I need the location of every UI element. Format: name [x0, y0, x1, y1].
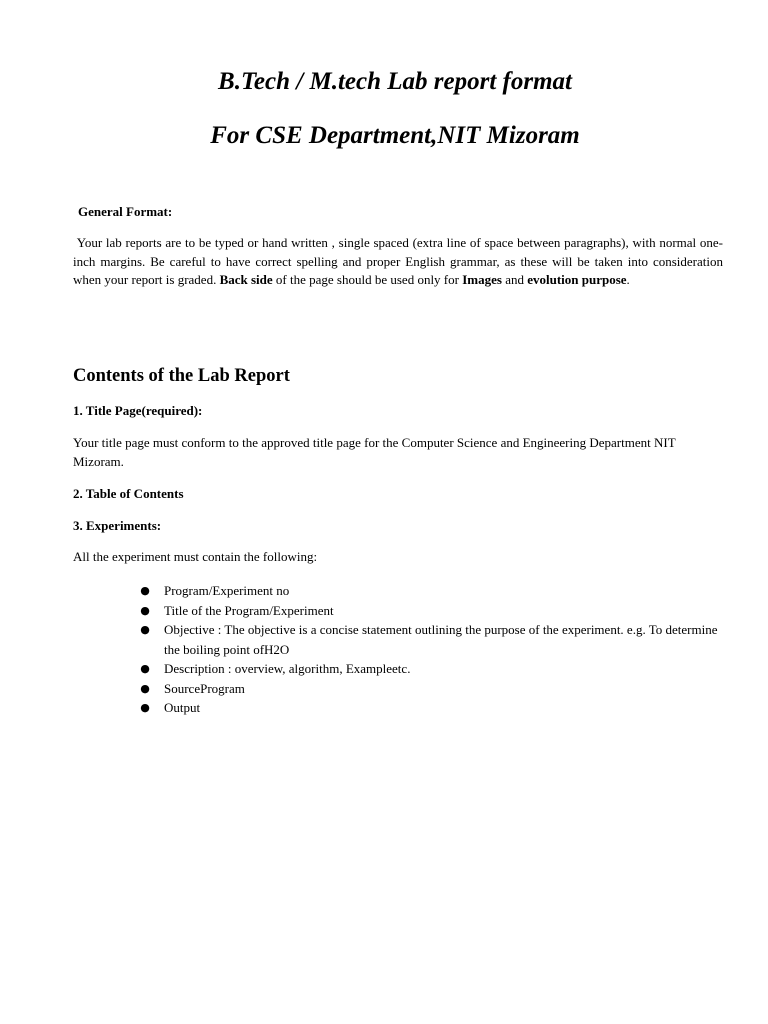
- list-item-text: Title of the Program/Experiment: [164, 602, 334, 618]
- intro-text-1: Your lab reports are to be typed or hand written , single spaced (extra line of space between paragraphs), with normal one-inch margins. Be careful to have correct spelling and proper English grammar, as these will be taken into consideration when your report is graded.: [73, 235, 724, 288]
- list-item-text: Description : overview, algorithm, Exampleetc.: [164, 661, 411, 676]
- section-experiments-heading: 3. Experiments:: [73, 518, 162, 533]
- intro-bold-images: Images: [462, 272, 502, 288]
- list-item: [140, 620, 725, 659]
- list-item: [140, 601, 725, 621]
- experiment-requirements-list: [140, 581, 725, 718]
- document-title: B.Tech / M.tech Lab report format: [218, 68, 572, 95]
- list-item: [140, 659, 725, 679]
- bullet-icon: ●: [140, 662, 150, 675]
- list-item: [140, 679, 725, 699]
- contents-heading: Contents of the Lab Report: [73, 366, 290, 386]
- section-title-page-text: Your title page must conform to the approved title page for the Computer Science and Engineering Department NIT Mizoram.: [73, 435, 676, 469]
- intro-bold-back-side: Back side: [219, 272, 273, 288]
- intro-text-3: and: [501, 272, 528, 288]
- bullet-icon: ●: [140, 603, 150, 617]
- list-item-text: Objective : The objective is a concise statement outlining the purpose of the experiment. e.g. To determine the boiling point ofH2O: [164, 622, 718, 657]
- list-item-text: Program/Experiment no: [164, 583, 290, 598]
- bullet-icon: ●: [140, 701, 150, 714]
- document-subtitle: For CSE Department,NIT Mizoram: [210, 122, 580, 149]
- section-title-page-heading: 1. Title Page(required):: [73, 403, 203, 418]
- intro-text-4: .: [626, 272, 630, 288]
- bullet-icon: ●: [140, 681, 150, 695]
- general-format-heading: General Format:: [78, 204, 173, 219]
- list-item: [140, 581, 725, 601]
- section-table-of-contents-heading: 2. Table of Contents: [73, 486, 184, 501]
- list-item-text: SourceProgram: [164, 680, 245, 696]
- list-item: [140, 698, 725, 718]
- intro-bold-evolution-purpose: evolution purpose: [527, 272, 627, 288]
- list-item-text: Output: [164, 700, 201, 715]
- intro-text-2: of the page should be used only for: [272, 272, 463, 288]
- section-experiments-text: All the experiment must contain the following:: [73, 549, 318, 564]
- bullet-icon: ●: [140, 584, 150, 597]
- bullet-icon: ●: [140, 623, 150, 636]
- general-format-paragraph: [73, 234, 723, 290]
